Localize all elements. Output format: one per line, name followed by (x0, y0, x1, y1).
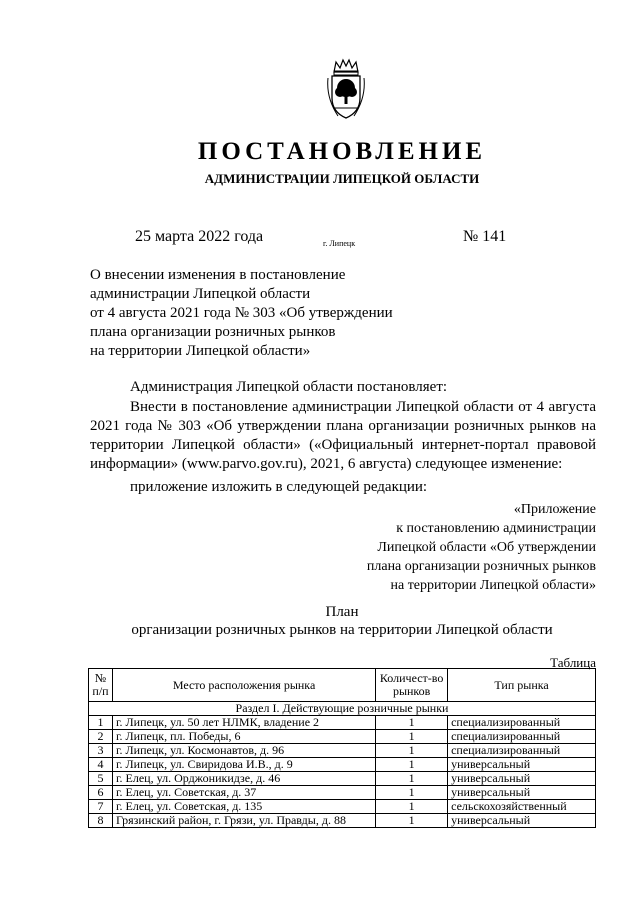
table-row (89, 786, 596, 800)
cell-type: специализированный (448, 716, 596, 730)
header-count: Количест-во рынков (376, 669, 448, 702)
cell-type: специализированный (448, 744, 596, 758)
cell-type: универсальный (448, 772, 596, 786)
appendix-line: к постановлению администрации (396, 521, 596, 536)
cell-number: 6 (89, 786, 113, 800)
table-row (89, 814, 596, 828)
cell-number: 2 (89, 730, 113, 744)
coat-of-arms-icon (326, 58, 366, 120)
cell-type: универсальный (448, 786, 596, 800)
document-title: ПОСТАНОВЛЕНИЕ (197, 138, 487, 165)
header-number: № п/п (89, 669, 113, 702)
cell-number: 7 (89, 800, 113, 814)
cell-number: 5 (89, 772, 113, 786)
subject-line: на территории Липецкой области» (90, 343, 311, 359)
cell-count: 1 (376, 786, 448, 800)
cell-location: г. Елец, ул. Советская, д. 37 (112, 786, 375, 800)
document-date: 25 марта 2022 года (135, 228, 264, 245)
cell-type: универсальный (448, 758, 596, 772)
cell-count: 1 (376, 758, 448, 772)
header-type: Тип рынка (448, 669, 596, 702)
cell-location: г. Елец, ул. Советская, д. 135 (112, 800, 375, 814)
appendix-line: плана организации розничных рынков (366, 559, 596, 574)
subject-line: плана организации розничных рынков (90, 324, 336, 340)
cell-count: 1 (376, 716, 448, 730)
table-row (89, 758, 596, 772)
header-location: Место расположения рынка (112, 669, 375, 702)
cell-number: 3 (89, 744, 113, 758)
cell-number: 4 (89, 758, 113, 772)
document-number: № 141 (463, 228, 507, 245)
plan-subtitle: организации розничных рынков на территории Липецкой области (131, 622, 553, 638)
document-subtitle: АДМИНИСТРАЦИИ ЛИПЕЦКОЙ ОБЛАСТИ (204, 171, 480, 186)
appendix-line: «Приложение (513, 502, 596, 517)
table-row (89, 744, 596, 758)
appendix-line: Липецкой области «Об утверждении (377, 540, 596, 555)
table-row (89, 800, 596, 814)
section-row (89, 702, 596, 716)
markets-table (88, 668, 596, 828)
cell-count: 1 (376, 744, 448, 758)
cell-location: г. Липецк, пл. Победы, 6 (112, 730, 375, 744)
document-city: г. Липецк (323, 239, 356, 248)
cell-number: 1 (89, 716, 113, 730)
table-row (89, 772, 596, 786)
table-label: Таблица (550, 655, 596, 670)
cell-location: г. Липецк, ул. 50 лет НЛМК, владение 2 (112, 716, 375, 730)
subject-line: О внесении изменения в постановление (90, 267, 346, 283)
table-row (89, 730, 596, 744)
body-paragraph-3: приложение изложить в следующей редакции: (130, 479, 428, 495)
appendix-note (330, 500, 596, 595)
table-header-row (89, 669, 596, 702)
body-paragraph-1: Администрация Липецкой области постановляет: (130, 379, 448, 395)
cell-location: Грязинский район, г. Грязи, ул. Правды, д. 88 (112, 814, 375, 828)
appendix-line: на территории Липецкой области» (390, 578, 596, 593)
cell-type: специализированный (448, 730, 596, 744)
cell-location: г. Липецк, ул. Свиридова И.В., д. 9 (112, 758, 375, 772)
cell-count: 1 (376, 814, 448, 828)
subject-line: от 4 августа 2021 года № 303 «Об утверждении (90, 305, 393, 321)
table-row (89, 716, 596, 730)
cell-type: универсальный (448, 814, 596, 828)
cell-location: г. Липецк, ул. Космонавтов, д. 96 (112, 744, 375, 758)
cell-number: 8 (89, 814, 113, 828)
subject-line: администрации Липецкой области (90, 286, 311, 302)
section-label: Раздел I. Действующие розничные рынки (89, 702, 596, 716)
document-subject (90, 266, 393, 361)
body-paragraph-2: Внести в постановление администрации Липецкой области от 4 августа 2021 года № 303 «Об утверждении плана организации розничных рынков на территории Липецкой области» («Официальный интернет-портал правовой информации» (www.parvo.gov.ru), 2021, 6 августа) следующее изменение: (90, 399, 596, 472)
cell-location: г. Елец, ул. Орджоникидзе, д. 46 (112, 772, 375, 786)
cell-count: 1 (376, 772, 448, 786)
cell-type: сельскохозяйственный (448, 800, 596, 814)
plan-title: План (325, 604, 359, 620)
cell-count: 1 (376, 730, 448, 744)
cell-count: 1 (376, 800, 448, 814)
